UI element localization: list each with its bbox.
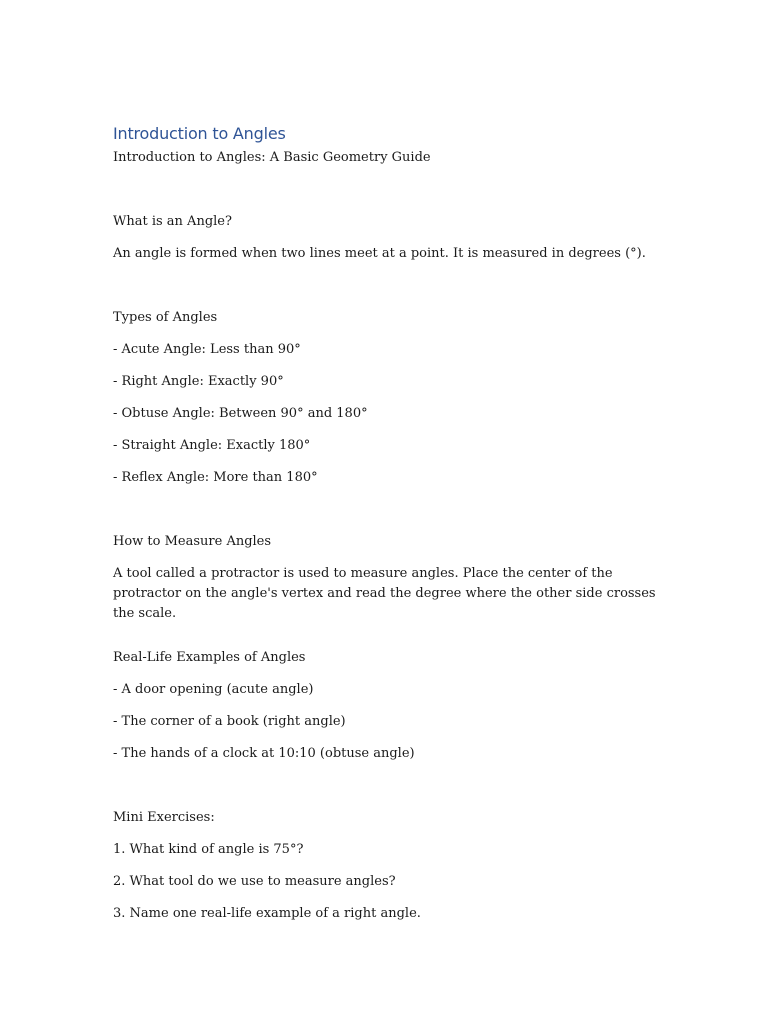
list-item-type-obtuse: - Obtuse Angle: Between 90° and 180° (113, 406, 368, 421)
list-item-type-acute: - Acute Angle: Less than 90° (113, 342, 301, 357)
exercise-item-1: 1. What kind of angle is 75°? (113, 842, 304, 857)
list-item-type-reflex: - Reflex Angle: More than 180° (113, 470, 318, 485)
list-item-example-clock: - The hands of a clock at 10:10 (obtuse angle) (113, 746, 415, 761)
document-subtitle: Introduction to Angles: A Basic Geometry Guide (113, 150, 431, 165)
section-body-measure: A tool called a protractor is used to measure angles. Place the center of the protractor on the angle's vertex and read the degree where the other side crosses the scale. (113, 566, 656, 621)
section-title-exercises: Mini Exercises: (113, 810, 215, 825)
exercise-item-2: 2. What tool do we use to measure angles? (113, 874, 396, 889)
section-title-examples: Real-Life Examples of Angles (113, 650, 306, 665)
document-heading: Introduction to Angles (113, 124, 286, 143)
section-title-measure: How to Measure Angles (113, 534, 272, 549)
list-item-example-book: - The corner of a book (right angle) (113, 714, 346, 729)
list-item-example-door: - A door opening (acute angle) (113, 682, 314, 697)
section-body-what-is: An angle is formed when two lines meet at a point. It is measured in degrees (°). (113, 246, 646, 261)
exercise-item-3: 3. Name one real-life example of a right angle. (113, 906, 421, 921)
section-title-what-is: What is an Angle? (113, 214, 232, 229)
list-item-type-right: - Right Angle: Exactly 90° (113, 374, 284, 389)
section-title-types: Types of Angles (113, 310, 218, 325)
list-item-type-straight: - Straight Angle: Exactly 180° (113, 438, 311, 453)
